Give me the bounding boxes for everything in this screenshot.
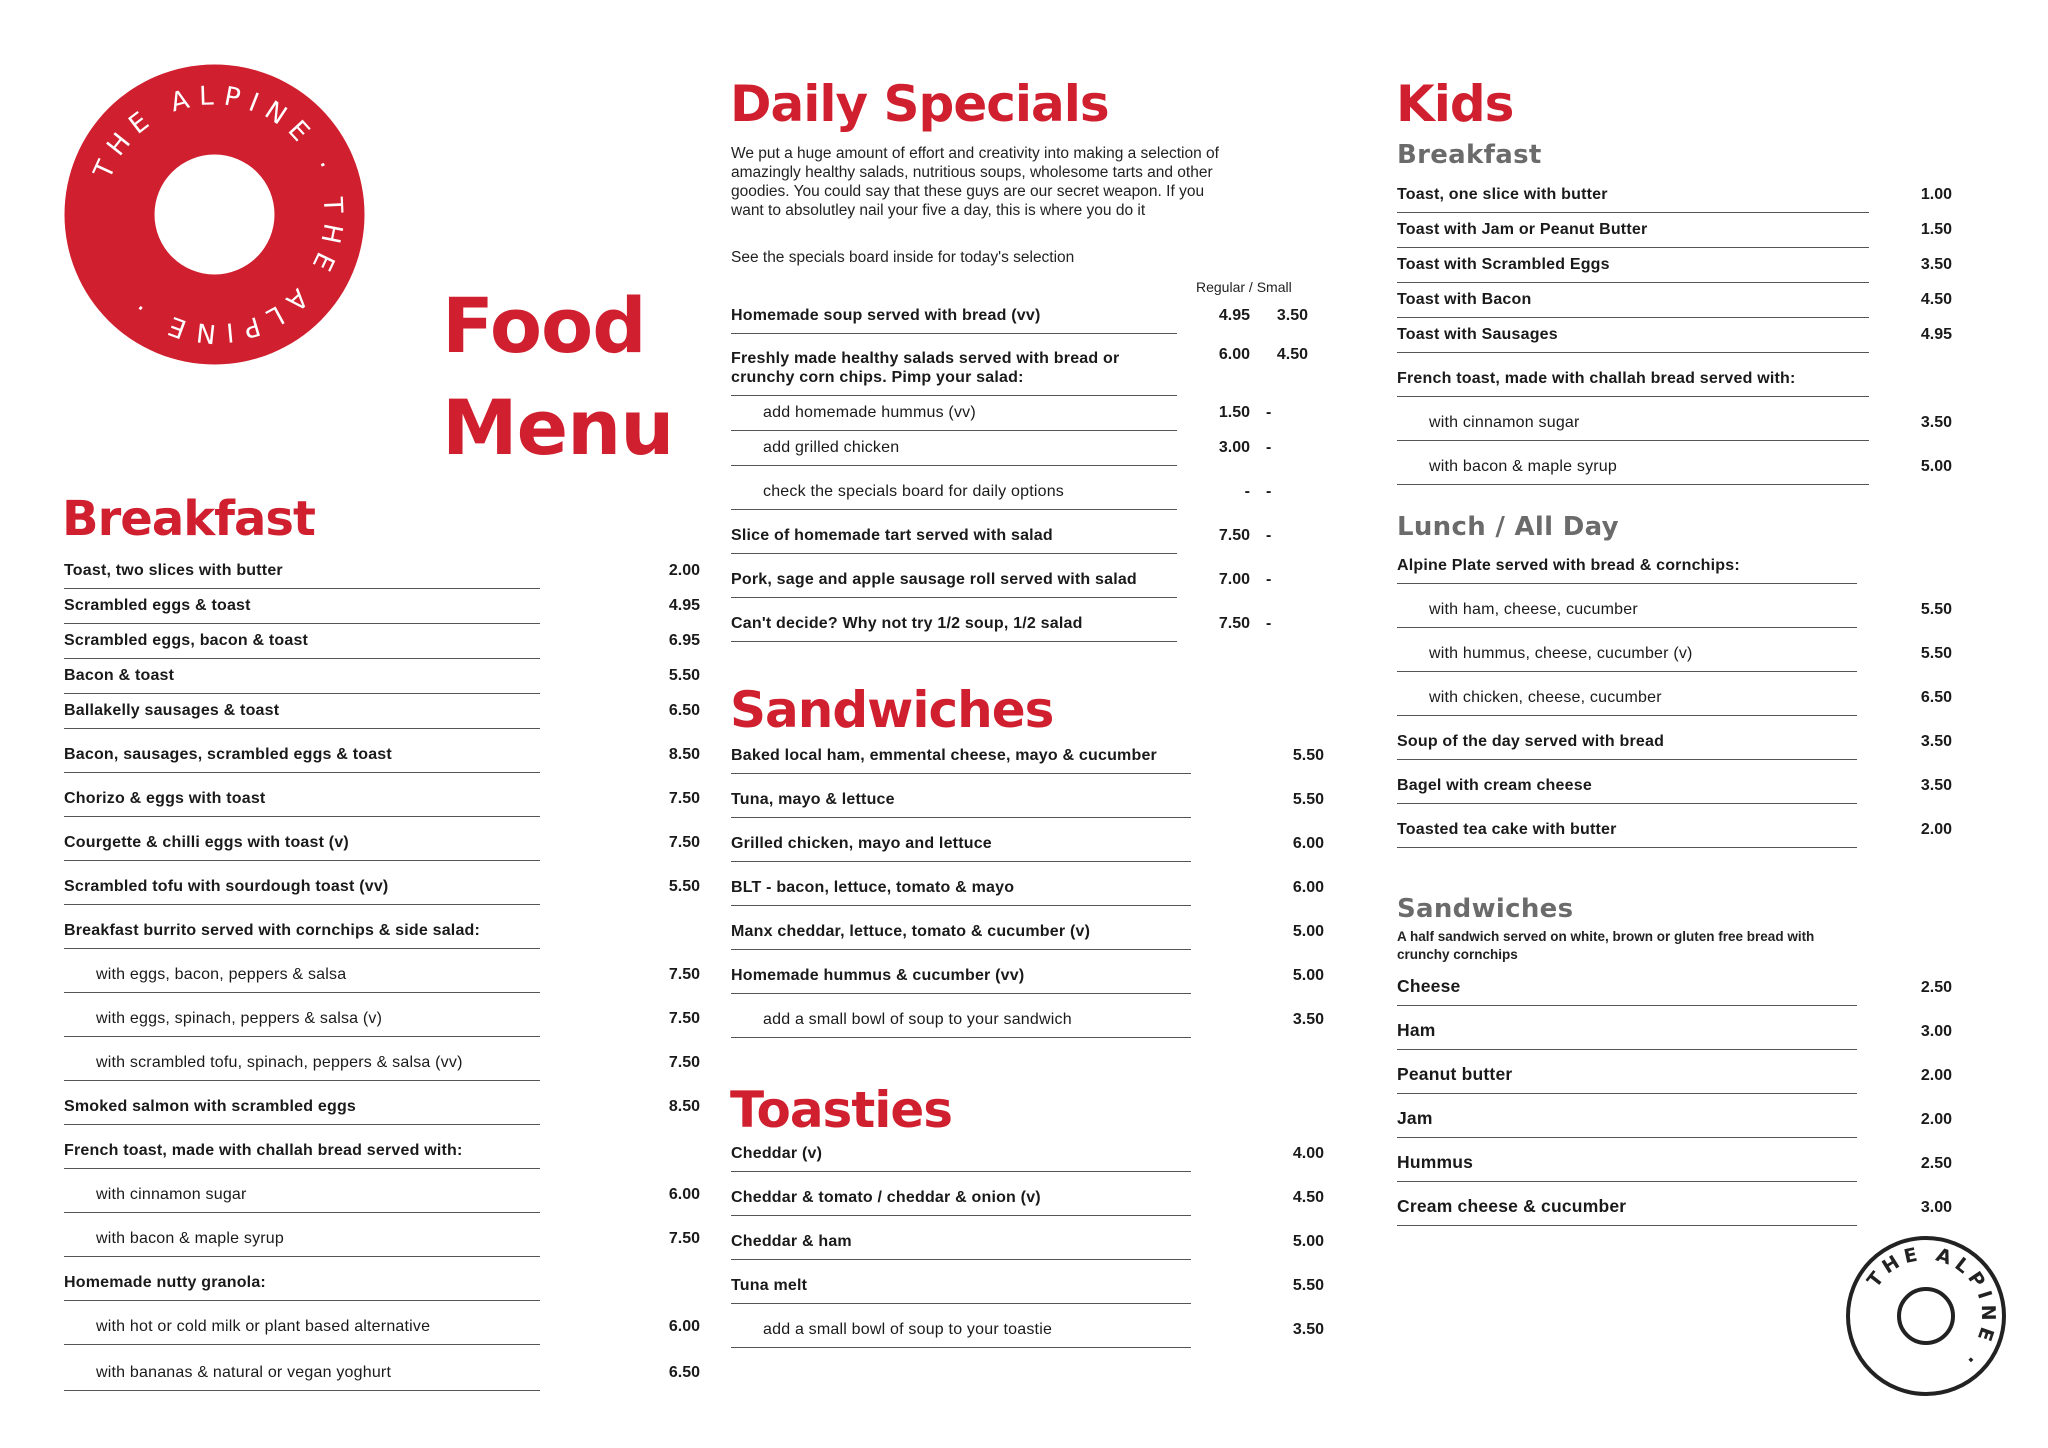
item-price: 7.50	[668, 966, 700, 983]
daily-specials-note: See the specials board inside for today's selection	[731, 249, 1075, 266]
page-title-food: Food	[442, 281, 646, 370]
list-item	[731, 510, 1311, 554]
kids-sandwiches-title: Sandwiches	[1397, 894, 1574, 924]
small-price: 3.50	[1276, 307, 1308, 324]
item-name: with bacon & maple syrup	[1429, 458, 1618, 475]
item-price: 3.50	[1920, 733, 1952, 750]
daily-specials-title: Daily Specials	[730, 75, 1109, 133]
item-name: with bananas & natural or vegan yoghurt	[96, 1364, 392, 1381]
item-name: Toast with Scrambled Eggs	[1397, 256, 1610, 273]
list-item	[1397, 716, 1977, 760]
regular-price: 4.95	[1218, 307, 1250, 324]
list-item	[731, 598, 1311, 642]
list-item	[1397, 248, 1977, 283]
list-item	[64, 1081, 700, 1125]
item-name: Peanut butter	[1397, 1064, 1513, 1084]
list-item	[1397, 1182, 1977, 1226]
item-name: with cinnamon sugar	[1429, 414, 1580, 431]
row-divider	[1397, 484, 1869, 486]
list-item	[1397, 1050, 1977, 1094]
item-name: Manx cheddar, lettuce, tomato & cucumber (v)	[731, 923, 1091, 940]
item-name: add homemade hummus (vv)	[763, 404, 976, 421]
list-item	[1397, 283, 1977, 318]
item-price: 3.00	[1920, 1023, 1952, 1040]
list-item	[731, 1216, 1324, 1260]
list-item	[1397, 804, 1977, 848]
item-name: check the specials board for daily options	[763, 483, 1065, 500]
item-name: add a small bowl of soup to your toastie	[763, 1321, 1053, 1338]
item-price: 6.50	[668, 702, 700, 719]
list-item	[1397, 353, 1977, 397]
item-name: Slice of homemade tart served with salad	[731, 527, 1053, 544]
list-item	[731, 994, 1324, 1038]
list-item	[731, 774, 1324, 818]
row-divider	[1397, 1225, 1857, 1227]
regular-price: 1.50	[1218, 404, 1250, 421]
item-name: with eggs, spinach, peppers & salsa (v)	[96, 1010, 383, 1027]
stamp-text: THE ALPINE ·	[1862, 1242, 2000, 1374]
toasties-list	[731, 1138, 1324, 1348]
item-price: 5.50	[668, 878, 700, 895]
item-name: Toast with Jam or Peanut Butter	[1397, 221, 1648, 238]
row-divider	[64, 1390, 540, 1392]
kids-title: Kids	[1396, 75, 1514, 133]
item-name: Grilled chicken, mayo and lettuce	[731, 835, 992, 852]
kids-breakfast-title: Breakfast	[1397, 140, 1542, 170]
item-price: 3.50	[1292, 1321, 1324, 1338]
item-name: Toast with Sausages	[1397, 326, 1558, 343]
item-price: 5.50	[1920, 601, 1952, 618]
item-price: 5.50	[1920, 645, 1952, 662]
list-item	[731, 1172, 1324, 1216]
list-item	[64, 694, 700, 729]
item-name: Toast, two slices with butter	[64, 562, 283, 579]
alpine-stamp	[1842, 1232, 2010, 1400]
list-item	[731, 396, 1311, 431]
small-price: -	[1266, 527, 1272, 544]
item-price: 6.00	[668, 1318, 700, 1335]
kids-sandwiches-list	[1397, 972, 1977, 1226]
item-price: 6.00	[668, 1186, 700, 1203]
regular-price: 7.50	[1218, 527, 1250, 544]
item-name: Bacon, sausages, scrambled eggs & toast	[64, 746, 392, 763]
item-name: Smoked salmon with scrambled eggs	[64, 1098, 357, 1115]
item-name: Bagel with cream cheese	[1397, 777, 1592, 794]
kids-sandwiches-note: A half sandwich served on white, brown or gluten free bread with crunchy cornchips	[1397, 929, 1815, 962]
list-item	[64, 1213, 700, 1257]
small-price: -	[1266, 483, 1272, 500]
item-name: Jam	[1397, 1108, 1433, 1128]
item-price: 4.50	[1292, 1189, 1324, 1206]
item-name: Toast, one slice with butter	[1397, 186, 1608, 203]
item-name: with cinnamon sugar	[96, 1186, 247, 1203]
item-price: 3.00	[1920, 1199, 1952, 1216]
list-item	[64, 1257, 644, 1301]
svg-text:THE ALPINE ·	[1863, 1243, 1999, 1373]
item-name: Toast with Bacon	[1397, 291, 1532, 308]
list-item	[64, 659, 700, 694]
regular-price: 7.50	[1218, 615, 1250, 632]
item-name: Pork, sage and apple sausage roll served with salad	[731, 571, 1137, 588]
list-item	[64, 817, 700, 861]
item-name: Scrambled eggs & toast	[64, 597, 251, 614]
list-item	[64, 1301, 700, 1345]
small-price: -	[1266, 439, 1272, 456]
list-item	[731, 431, 1311, 466]
list-item	[731, 1138, 1324, 1172]
item-name: with hot or cold milk or plant based alternative	[96, 1318, 431, 1335]
daily-specials-list	[731, 298, 1311, 642]
item-price: 3.50	[1920, 777, 1952, 794]
item-price: 2.00	[1920, 1111, 1952, 1128]
list-item	[731, 906, 1324, 950]
item-price: 2.00	[1920, 1067, 1952, 1084]
list-item	[731, 950, 1324, 994]
logo-text: THE ALPINE · THE ALPINE ·	[88, 81, 348, 349]
list-item	[64, 624, 700, 659]
item-name: French toast, made with challah bread served with:	[64, 1142, 463, 1159]
item-price: 5.00	[1292, 923, 1324, 940]
list-item	[1397, 213, 1977, 248]
item-name: Alpine Plate served with bread & cornchips:	[1397, 557, 1740, 574]
item-price: 8.50	[668, 1098, 700, 1115]
list-item	[1397, 1006, 1977, 1050]
list-item	[64, 589, 700, 624]
item-price: 2.50	[1920, 979, 1952, 996]
item-price: 7.50	[668, 1054, 700, 1071]
list-item	[64, 729, 700, 773]
item-name: with chicken, cheese, cucumber	[1429, 689, 1662, 706]
item-name: Can't decide? Why not try 1/2 soup, 1/2 salad	[731, 615, 1083, 632]
list-item	[731, 334, 1311, 396]
item-price: 7.50	[668, 1230, 700, 1247]
small-price: -	[1266, 615, 1272, 632]
list-item	[1397, 318, 1977, 353]
item-price: 5.00	[1292, 967, 1324, 984]
list-item	[64, 1345, 700, 1391]
item-name: Chorizo & eggs with toast	[64, 790, 266, 807]
item-name: with hummus, cheese, cucumber (v)	[1429, 645, 1693, 662]
item-price: 6.50	[1920, 689, 1952, 706]
list-item	[64, 554, 700, 589]
item-price: 5.50	[1292, 747, 1324, 764]
regular-price: 7.00	[1218, 571, 1250, 588]
item-name: Ham	[1397, 1020, 1436, 1040]
item-price: 3.50	[1920, 414, 1952, 431]
item-price: 4.95	[668, 597, 700, 614]
item-price: 5.00	[1920, 458, 1952, 475]
item-price: 5.50	[1292, 1277, 1324, 1294]
list-item	[64, 773, 700, 817]
item-name: Cheddar & tomato / cheddar & onion (v)	[731, 1189, 1041, 1206]
breakfast-list	[64, 554, 700, 1391]
item-price: 6.00	[1292, 835, 1324, 852]
item-name: Ballakelly sausages & toast	[64, 702, 280, 719]
item-name: BLT - bacon, lettuce, tomato & mayo	[731, 879, 1015, 896]
list-item	[64, 949, 700, 993]
breakfast-title: Breakfast	[62, 491, 315, 547]
item-price: 3.50	[1292, 1011, 1324, 1028]
item-price: 4.00	[1292, 1145, 1324, 1162]
small-price: -	[1266, 404, 1272, 421]
item-price: 5.00	[1292, 1233, 1324, 1250]
regular-small-header: Regular / Small	[1196, 279, 1292, 295]
item-price: 1.00	[1920, 186, 1952, 203]
item-name: Homemade nutty granola:	[64, 1274, 266, 1291]
list-item	[64, 1037, 700, 1081]
toasties-title: Toasties	[730, 1081, 953, 1139]
item-name: add a small bowl of soup to your sandwich	[763, 1011, 1072, 1028]
list-item	[1397, 1138, 1977, 1182]
item-name: Freshly made healthy salads served with bread or crunchy corn chips. Pimp your salad:	[731, 350, 1120, 386]
list-item	[1397, 760, 1977, 804]
item-name: with bacon & maple syrup	[96, 1230, 285, 1247]
list-item	[1397, 672, 1977, 716]
list-item	[64, 1125, 644, 1169]
item-name: Soup of the day served with bread	[1397, 733, 1665, 750]
row-divider	[1397, 847, 1857, 849]
list-item	[1397, 972, 1977, 1006]
page-title-menu: Menu	[442, 383, 674, 472]
item-name: with eggs, bacon, peppers & salsa	[96, 966, 347, 983]
item-name: with scrambled tofu, spinach, peppers & salsa (vv)	[96, 1054, 463, 1071]
item-price: 7.50	[668, 1010, 700, 1027]
list-item	[1397, 550, 1977, 584]
item-name: Cheese	[1397, 976, 1461, 996]
item-name: Homemade soup served with bread (vv)	[731, 307, 1041, 324]
item-name: with ham, cheese, cucumber	[1429, 601, 1638, 618]
item-price: 2.00	[668, 562, 700, 579]
kids-lunch-list	[1397, 550, 1977, 848]
list-item	[731, 1260, 1324, 1304]
item-price: 2.00	[1920, 821, 1952, 838]
sandwiches-list	[731, 740, 1324, 1038]
item-price: 6.95	[668, 632, 700, 649]
small-price: -	[1266, 571, 1272, 588]
item-price: 2.50	[1920, 1155, 1952, 1172]
item-price: 4.95	[1920, 326, 1952, 343]
list-item	[64, 861, 700, 905]
list-item	[1397, 178, 1977, 213]
kids-lunch-title: Lunch / All Day	[1397, 512, 1619, 542]
list-item	[64, 1169, 700, 1213]
list-item	[731, 554, 1311, 598]
row-divider	[731, 1347, 1191, 1349]
item-name: Breakfast burrito served with cornchips & side salad:	[64, 922, 481, 939]
list-item	[1397, 397, 1977, 441]
item-name: Hummus	[1397, 1152, 1474, 1172]
item-price: 6.50	[668, 1364, 700, 1381]
list-item	[731, 466, 1311, 510]
item-price: 5.50	[668, 667, 700, 684]
item-name: French toast, made with challah bread served with:	[1397, 370, 1796, 387]
list-item	[1397, 1094, 1977, 1138]
item-name: Homemade hummus & cucumber (vv)	[731, 967, 1025, 984]
item-name: Cream cheese & cucumber	[1397, 1196, 1627, 1216]
list-item	[1397, 628, 1977, 672]
regular-price: -	[1244, 483, 1250, 500]
item-price: 5.50	[1292, 791, 1324, 808]
daily-specials-intro: We put a huge amount of effort and creativity into making a selection of amazingly healthy salads, nutritious soups, wholesome tarts and other goodies. You could say that these guys are our secret weapon. If you want to absolutley nail your five a day, this is where you do it	[731, 145, 1219, 219]
item-name: Courgette & chilli eggs with toast (v)	[64, 834, 349, 851]
item-name: Cheddar & ham	[731, 1233, 852, 1250]
item-price: 3.50	[1920, 256, 1952, 273]
row-divider	[731, 641, 1177, 643]
regular-price: 3.00	[1218, 439, 1250, 456]
item-price: 7.50	[668, 834, 700, 851]
list-item	[731, 818, 1324, 862]
item-name: Bacon & toast	[64, 667, 175, 684]
item-price: 4.50	[1920, 291, 1952, 308]
item-name: Scrambled tofu with sourdough toast (vv)	[64, 878, 389, 895]
list-item	[1397, 441, 1977, 485]
item-price: 1.50	[1920, 221, 1952, 238]
item-name: add grilled chicken	[763, 439, 900, 456]
item-price: 8.50	[668, 746, 700, 763]
item-name: Tuna, mayo & lettuce	[731, 791, 895, 808]
alpine-logo	[62, 62, 367, 367]
list-item	[64, 905, 644, 949]
item-name: Scrambled eggs, bacon & toast	[64, 632, 309, 649]
sandwiches-title: Sandwiches	[730, 681, 1054, 739]
item-name: Cheddar (v)	[731, 1145, 823, 1162]
list-item	[731, 862, 1324, 906]
list-item	[731, 740, 1324, 774]
row-divider	[731, 1037, 1191, 1039]
regular-price: 6.00	[1218, 346, 1250, 363]
item-name: Tuna melt	[731, 1277, 808, 1294]
item-price: 7.50	[668, 790, 700, 807]
list-item	[1397, 584, 1977, 628]
item-price: 6.00	[1292, 879, 1324, 896]
list-item	[64, 993, 700, 1037]
list-item	[731, 298, 1311, 334]
list-item	[731, 1304, 1324, 1348]
item-name: Toasted tea cake with butter	[1397, 821, 1617, 838]
item-name: Baked local ham, emmental cheese, mayo & cucumber	[731, 747, 1157, 764]
kids-breakfast-list	[1397, 178, 1977, 485]
small-price: 4.50	[1276, 346, 1308, 363]
